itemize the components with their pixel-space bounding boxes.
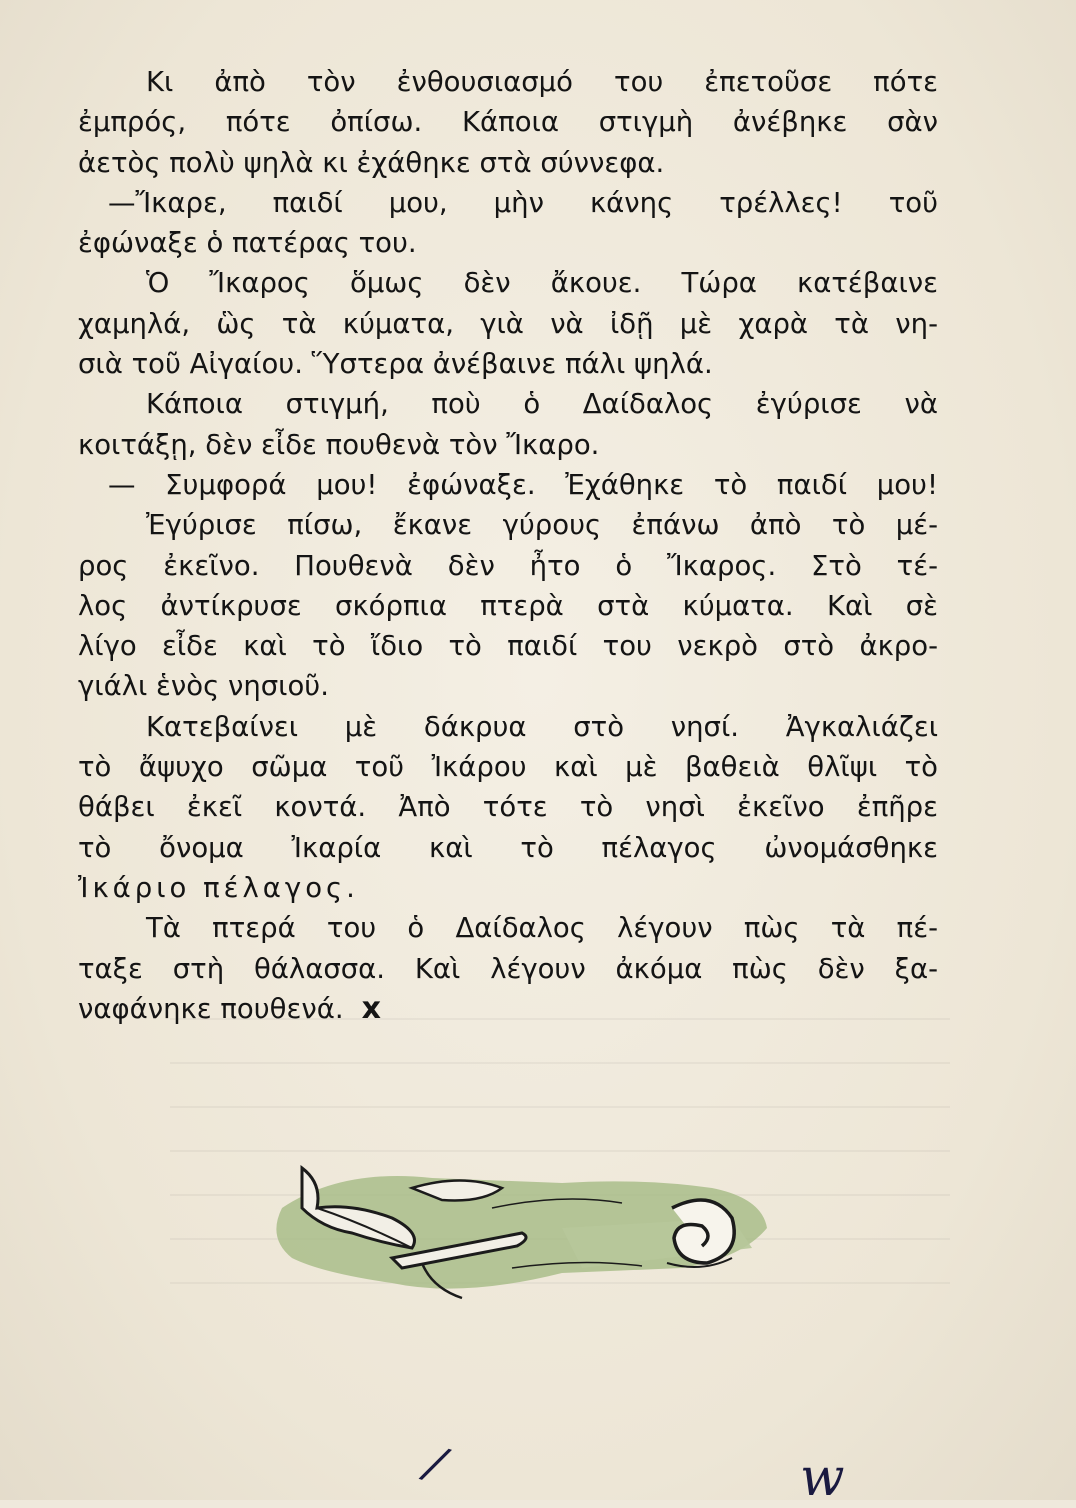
text-line: χαμηλά, ὣς τὰ κύματα, γιὰ νὰ ἰδῇ μὲ χαρὰ τὰ νη- [78, 307, 938, 340]
text-line: λίγο εἶδε καὶ τὸ ἴδιο τὸ παιδί του νεκρὸ στὸ ἀκρο- [78, 630, 938, 663]
text-line: κοιτάξῃ, δὲν εἶδε πουθενὰ τὸν Ἴκαρο. [78, 428, 600, 461]
text-line: σιὰ τοῦ Αἰγαίου. Ὕστερα ἀνέβαινε πάλι ψηλά. [78, 348, 713, 381]
text-line: ἐφώναξε ὁ πατέρας του. [78, 227, 417, 260]
last-line-text: ναφάνηκε πουθενά. [78, 992, 344, 1025]
text-line [78, 989, 938, 1029]
text-line: ἐμπρός, πότε ὀπίσω. Κάποια στιγμὴ ἀνέβηκε σὰν [78, 106, 938, 139]
end-mark: x [361, 990, 381, 1026]
text-line: τὸ ἄψυχο σῶμα τοῦ Ἰκάρου καὶ μὲ βαθειὰ θλῖψι τὸ [78, 751, 938, 784]
text-line: — Συμφορά μου! ἐφώναξε. Ἐχάθηκε τὸ παιδί μου! [108, 468, 938, 501]
text-line: θάβει ἐκεῖ κοντά. Ἀπὸ τότε τὸ νησὶ ἐκεῖνο ἐπῆρε [78, 791, 938, 824]
text-line: Κατεβαίνει μὲ δάκρυα στὸ νησί. Ἀγκαλιάζει [146, 710, 938, 743]
handwritten-mark: / [420, 1434, 452, 1492]
text-line: —Ἴκαρε, παιδί μου, μὴν κάνης τρέλλες! τοῦ [108, 186, 938, 219]
text-line: ἀετὸς πολὺ ψηλὰ κι ἐχάθηκε στὰ σύννεφα. [78, 146, 665, 179]
text-line: ταξε στὴ θάλασσα. Καὶ λέγουν ἀκόμα πὼς δὲν ξα- [78, 952, 938, 985]
text-line: τὸ ὄνομα Ἰκαρία καὶ τὸ πέλαγος ὠνομάσθηκε [78, 831, 938, 864]
text-line: Τὰ πτερά του ὁ Δαίδαλος λέγουν πὼς τὰ πέ- [146, 912, 938, 945]
story-text [78, 62, 938, 1029]
shell-and-wing-illustration [262, 1148, 772, 1308]
text-line: Κάποια στιγμή, ποὺ ὁ Δαίδαλος ἐγύρισε νὰ [146, 388, 938, 421]
text-line: Ὁ Ἴκαρος ὅμως δὲν ἄκουε. Τώρα κατέβαινε [146, 267, 938, 300]
handwritten-mark: w [800, 1448, 845, 1508]
text-line: γιάλι ἑνὸς νησιοῦ. [78, 670, 329, 703]
text-line: ρος ἐκεῖνο. Πουθενὰ δὲν ἦτο ὁ Ἴκαρος. Στὸ τέ- [78, 549, 938, 582]
text-line: Κι ἀπὸ τὸν ἐνθουσιασμό του ἐπετοῦσε πότε [146, 66, 938, 98]
text-line: λος ἀντίκρυσε σκόρπια πτερὰ στὰ κύματα. Καὶ σὲ [78, 589, 938, 622]
text-line: Ἐγύρισε πίσω, ἔκανε γύρους ἐπάνω ἀπὸ τὸ μέ- [146, 509, 938, 542]
text-line: Ἰκάριο πέλαγος. [78, 871, 359, 904]
